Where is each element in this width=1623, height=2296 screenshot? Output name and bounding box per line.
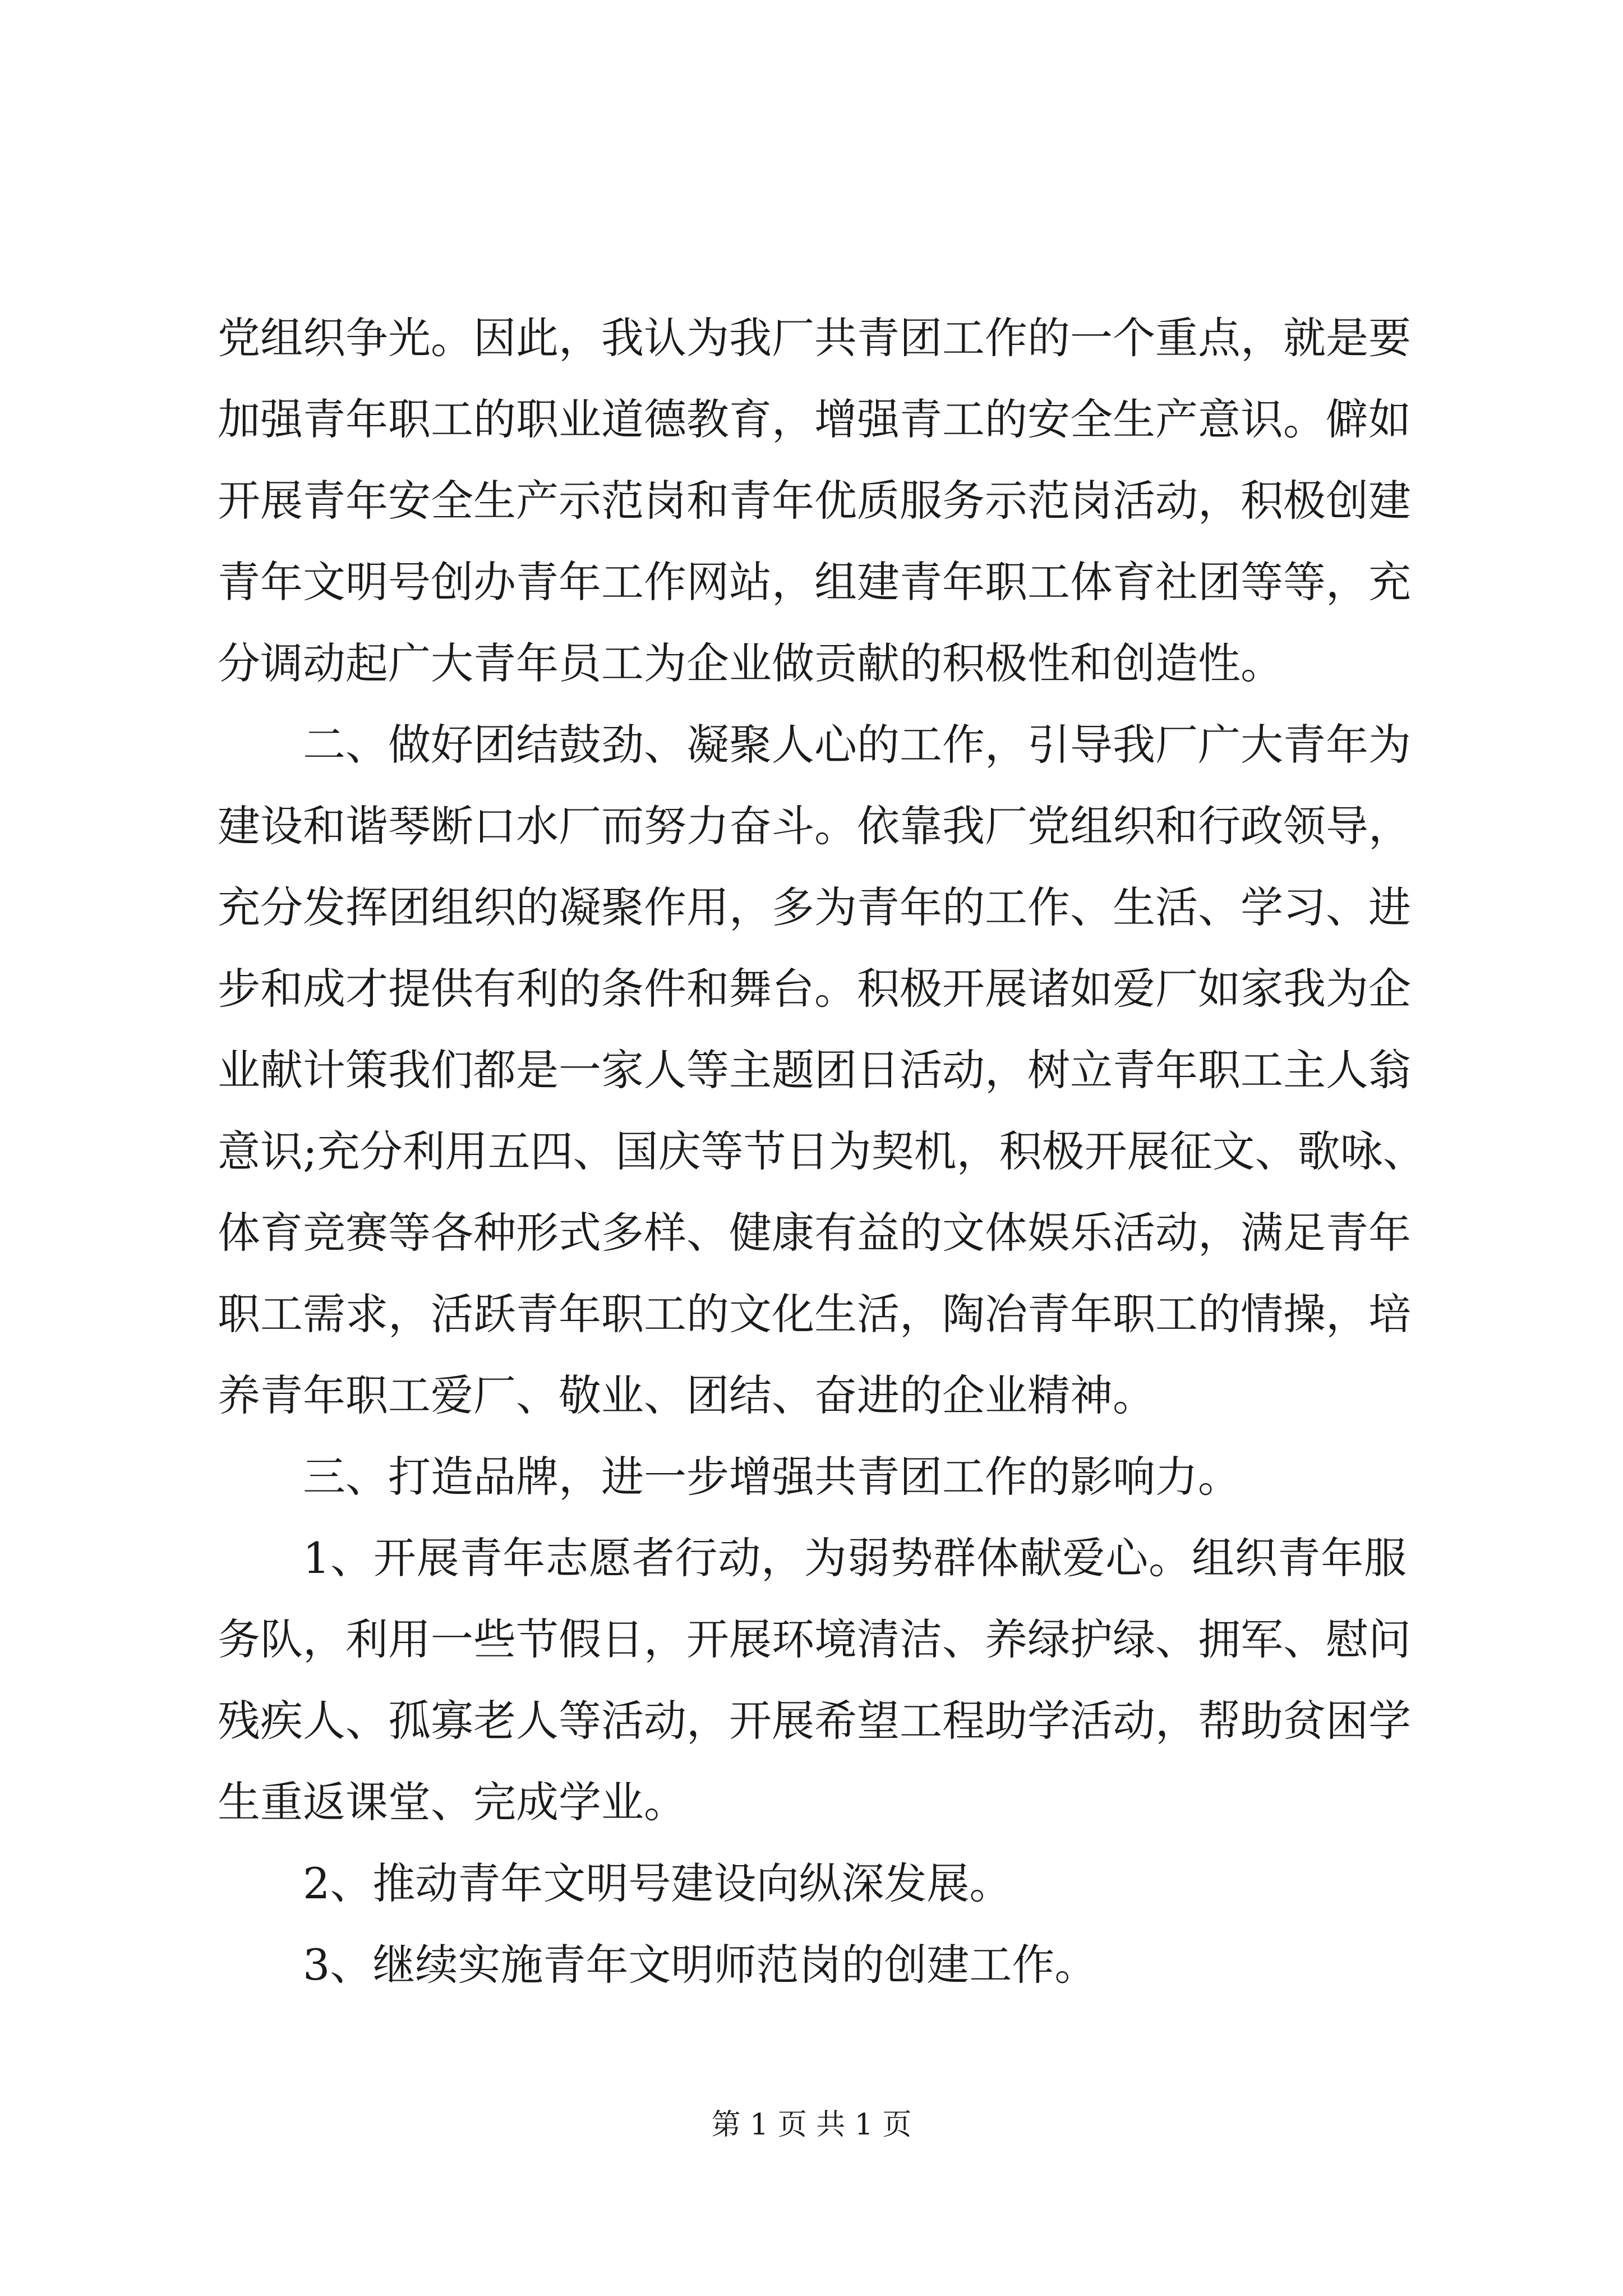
page-footer — [0, 2102, 1623, 2147]
paragraph-line: 充分发挥团组织的凝聚作用，多为青年的工作、生活、学习、进 — [218, 882, 1411, 932]
paragraph-line: 养青年职工爱厂、敬业、团结、奋进的企业精神。 — [218, 1370, 1155, 1420]
paragraph-line: 体育竞赛等各种形式多样、健康有益的文体娱乐活动，满足青年 — [218, 1208, 1411, 1258]
paragraph-line: 职工需求，活跃青年职工的文化生活，陶冶青年职工的情操，培 — [218, 1289, 1411, 1339]
list-item: 2、推动青年文明号建设向纵深发展。 — [303, 1858, 1012, 1908]
paragraph-line: 生重返课堂、完成学业。 — [218, 1777, 686, 1827]
paragraph-line: 分调动起广大青年员工为企业做贡献的积极性和创造性。 — [218, 638, 1283, 688]
paragraph-line: 意识;充分利用五四、国庆等节日为契机，积极开展征文、歌咏、 — [218, 1126, 1426, 1176]
list-item: 3、继续实施青年文明师范岗的创建工作。 — [303, 1940, 1098, 1990]
paragraph-line: 青年文明号创办青年工作网站，组建青年职工体育社团等等，充 — [218, 557, 1411, 607]
paragraph-line: 建设和谐琴断口水厂而努力奋斗。依靠我厂党组织和行政领导， — [218, 801, 1411, 851]
paragraph-line: 残疾人、孤寡老人等活动，开展希望工程助学活动，帮助贫困学 — [218, 1696, 1411, 1746]
paragraph-line: 务队，利用一些节假日，开展环境清洁、养绿护绿、拥军、慰问 — [218, 1614, 1411, 1664]
document-body — [218, 297, 1426, 2005]
page-number-label: 第 1 页 共 1 页 — [711, 2108, 912, 2142]
paragraph-line: 党组织争光。因此，我认为我厂共青团工作的一个重点，就是要 — [218, 313, 1411, 363]
paragraph-line: 二、做好团结鼓劲、凝聚人心的工作，引导我厂广大青年为 — [303, 720, 1411, 770]
paragraph-line: 开展青年安全生产示范岗和青年优质服务示范岗活动，积极创建 — [218, 476, 1411, 526]
paragraph-line: 加强青年职工的职业道德教育，增强青工的安全生产意识。僻如 — [218, 394, 1411, 444]
paragraph-line: 1、开展青年志愿者行动，为弱势群体献爱心。组织青年服 — [303, 1533, 1407, 1583]
paragraph-line: 业献计策我们都是一家人等主题团日活动，树立青年职工主人翁 — [218, 1045, 1411, 1095]
paragraph-line: 步和成才提供有利的条件和舞台。积极开展诸如爱厂如家我为企 — [218, 964, 1411, 1014]
section-heading: 三、打造品牌，进一步增强共青团工作的影响力。 — [303, 1452, 1241, 1502]
